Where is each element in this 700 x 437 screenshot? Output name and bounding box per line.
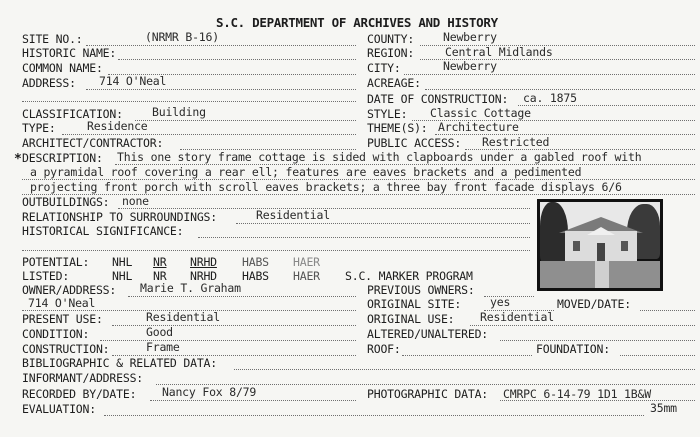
- significance-label: HISTORICAL SIGNIFICANCE:: [22, 224, 184, 238]
- county-label: COUNTY:: [367, 32, 415, 46]
- building-photo: [537, 199, 663, 291]
- date-construction-value: ca. 1875: [523, 91, 577, 105]
- original-site-value: yes: [490, 295, 511, 309]
- type-rule: [62, 134, 356, 135]
- altered-label: ALTERED/UNALTERED:: [367, 327, 489, 341]
- outbuildings-value: none: [122, 194, 149, 208]
- moved-date-rule: [640, 310, 695, 311]
- acreage-rule: [425, 89, 695, 90]
- significance-rule-2: [22, 250, 530, 251]
- roof-label: ROOF:: [367, 342, 401, 356]
- altered-rule: [500, 340, 695, 341]
- roof-rule: [402, 355, 532, 356]
- photo-data-label: PHOTOGRAPHIC DATA:: [367, 387, 489, 401]
- marker-program-label: S.C. MARKER PROGRAM: [345, 269, 473, 283]
- evaluation-rule: [104, 415, 644, 416]
- potential-nrhd: NRHD: [190, 255, 217, 269]
- date-construction-label: DATE OF CONSTRUCTION:: [367, 92, 509, 106]
- construction-label: CONSTRUCTION:: [22, 342, 110, 356]
- recorded-value: Nancy Fox 8/79: [162, 385, 257, 399]
- owner-address: 714 O'Neal: [28, 296, 96, 310]
- condition-label: CONDITION:: [22, 327, 90, 341]
- region-label: REGION:: [367, 46, 415, 60]
- region-value: Central Midlands: [445, 45, 553, 59]
- historic-name-rule: [118, 59, 356, 60]
- informant-label: INFORMANT/ADDRESS:: [22, 371, 144, 385]
- owner-label: OWNER/ADDRESS:: [22, 283, 117, 297]
- recorded-label: RECORDED BY/DATE:: [22, 387, 137, 401]
- bibliography-rule: [234, 369, 695, 370]
- listed-habs: HABS: [242, 269, 269, 283]
- condition-value: Good: [146, 325, 173, 339]
- common-name-label: COMMON NAME:: [22, 61, 103, 75]
- potential-label: POTENTIAL:: [22, 255, 90, 269]
- date-rule: [518, 105, 695, 106]
- condition-rule: [100, 340, 356, 341]
- address-label: ADDRESS:: [22, 76, 76, 90]
- original-use-rule: [470, 325, 695, 326]
- moved-date-label: MOVED/DATE:: [557, 297, 631, 311]
- recorded-rule: [150, 400, 356, 401]
- classification-label: CLASSIFICATION:: [22, 107, 123, 121]
- present-use-label: PRESENT USE:: [22, 312, 103, 326]
- site-no-label: SITE NO.:: [22, 32, 83, 46]
- description-label: DESCRIPTION:: [22, 151, 103, 165]
- owner-name: Marie T. Graham: [140, 281, 241, 295]
- listed-nhl: NHL: [112, 269, 133, 283]
- foundation-label: FOUNDATION:: [536, 342, 610, 356]
- relationship-rule: [236, 223, 530, 224]
- address-rule: [86, 89, 356, 90]
- original-site-label: ORIGINAL SITE:: [367, 297, 462, 311]
- listed-label: LISTED:: [22, 269, 70, 283]
- description-line-1: This one story frame cottage is sided with clapboards under a gabled roof with: [117, 150, 642, 164]
- address-rule-2: [22, 101, 356, 102]
- significance-rule: [198, 237, 530, 238]
- city-rule: [404, 74, 695, 75]
- theme-label: THEME(S):: [367, 121, 428, 135]
- card-title: S.C. DEPARTMENT OF ARCHIVES AND HISTORY: [216, 15, 498, 30]
- foundation-rule: [620, 355, 695, 356]
- evaluation-label: EVALUATION:: [22, 402, 96, 416]
- classification-value: Building: [152, 105, 206, 119]
- public-access-value: Restricted: [482, 135, 550, 149]
- architect-label: ARCHITECT/CONTRACTOR:: [22, 136, 164, 150]
- listed-nrhd: NRHD: [190, 269, 217, 283]
- type-label: TYPE:: [22, 121, 56, 135]
- photo-data-value-2: 35mm: [650, 401, 677, 415]
- description-line-3: projecting front porch with scroll eaves brackets; a three bay front facade displays 6/6: [30, 180, 622, 194]
- county-value: Newberry: [443, 30, 497, 44]
- theme-rule: [435, 134, 695, 135]
- city-value: Newberry: [443, 59, 497, 73]
- potential-habs: HABS: [242, 255, 269, 269]
- potential-nr: NR: [153, 255, 167, 269]
- original-use-label: ORIGINAL USE:: [367, 312, 455, 326]
- potential-haer: HAER: [293, 255, 320, 269]
- photo-data-value: CMRPC 6-14-79 1D1 1B&W: [503, 387, 651, 401]
- acreage-label: ACREAGE:: [367, 76, 421, 90]
- type-value: Residence: [87, 119, 148, 133]
- classification-rule: [135, 120, 356, 121]
- site-no-rule: [86, 45, 356, 46]
- style-label: STYLE:: [367, 107, 408, 121]
- listed-haer: HAER: [293, 269, 320, 283]
- style-value: Classic Cottage: [430, 106, 531, 120]
- relationship-label: RELATIONSHIP TO SURROUNDINGS:: [22, 210, 217, 224]
- owner-rule: [128, 296, 356, 297]
- description-line-2: a pyramidal roof covering a rear ell; features are eaves brackets and a pedimented: [30, 165, 582, 179]
- present-use-value: Residential: [146, 310, 220, 324]
- construction-value: Frame: [146, 340, 180, 354]
- relationship-value: Residential: [256, 208, 330, 222]
- listed-nr: NR: [153, 269, 167, 283]
- historic-name-label: HISTORIC NAME:: [22, 46, 117, 60]
- original-use-value: Residential: [480, 310, 554, 324]
- description-marker: *: [14, 152, 22, 167]
- address-value: 714 O'Neal: [99, 74, 167, 88]
- site-no-value: (NRMR B-16): [145, 30, 219, 44]
- potential-nhl: NHL: [112, 255, 133, 269]
- theme-value: Architecture: [438, 120, 519, 134]
- previous-owners-label: PREVIOUS OWNERS:: [367, 283, 475, 297]
- outbuildings-label: OUTBUILDINGS:: [22, 195, 110, 209]
- bibliography-label: BIBLIOGRAPHIC & RELATED DATA:: [22, 356, 217, 370]
- public-access-label: PUBLIC ACCESS:: [367, 136, 462, 150]
- city-label: CITY:: [367, 61, 401, 75]
